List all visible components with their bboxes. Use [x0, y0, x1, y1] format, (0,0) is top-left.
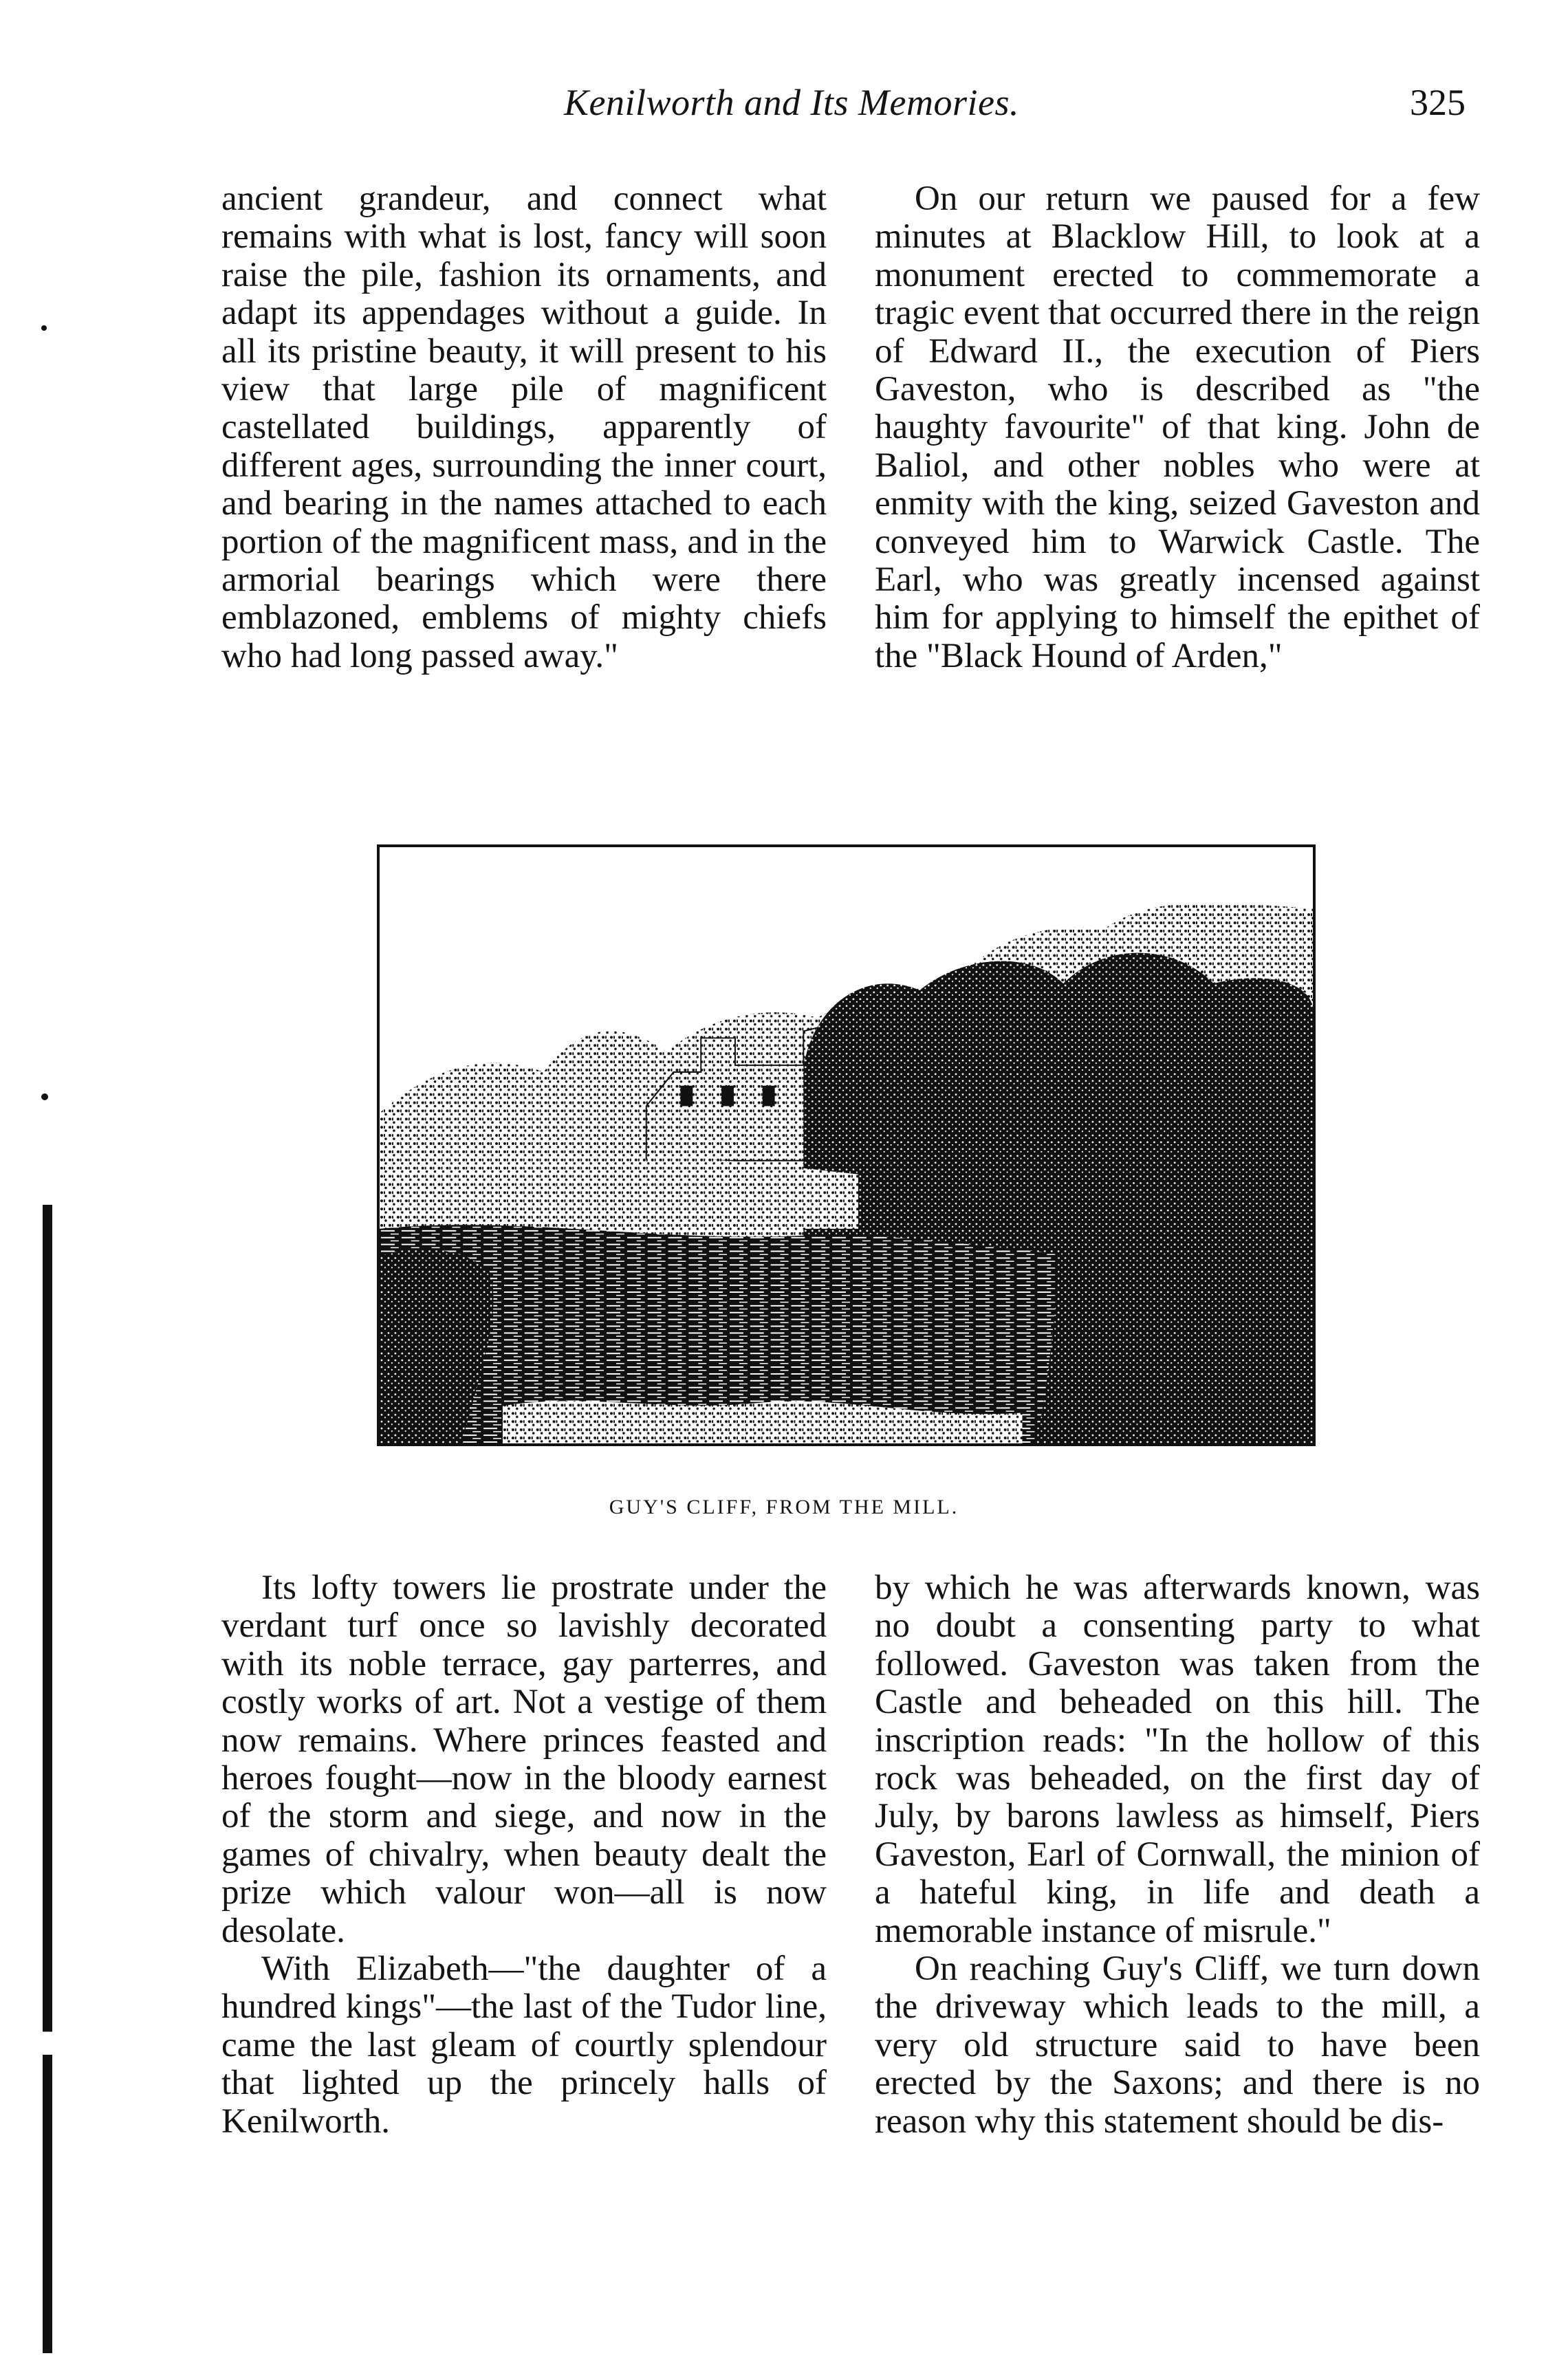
- paragraph: With Elizabeth—"the daughter of a hundred kings"—the last of the Tudor line, came the last gleam of courtly splendour that lighted up the princely halls of Kenilworth.: [221, 1950, 827, 2141]
- margin-dot: [41, 325, 47, 331]
- margin-dot: [41, 1093, 48, 1100]
- text-column-top-right: [875, 180, 1480, 675]
- engraving-illustration: [377, 844, 1316, 1446]
- window: [721, 1086, 734, 1106]
- paragraph: Its lofty towers lie prostrate under the verdant turf once so lavishly decorated with its noble terrace, gay parterres, and costly works of art. Not a vestige of them now remains. Where princes feasted and heroes fought—now in the bloody earnest of the storm and siege, and now in the games of chivalry, when beauty dealt the prize which valour won—all is now desolate.: [221, 1569, 827, 1950]
- paragraph: ancient grandeur, and connect what remains with what is lost, fancy will soon raise the pile, fashion its ornaments, and adapt its appendages without a guide. In all its pristine beauty, it will present to his view that large pile of magnificent castellated buildings, apparently of different ages, surrounding the inner court, and bearing in the names attached to each portion of the magnificent mass, and in the armorial bearings which were there emblazoned, emblems of mighty chiefs who had long passed away.": [221, 179, 827, 675]
- window: [763, 1086, 775, 1106]
- margin-dot: [44, 2022, 51, 2029]
- text-column-top-left: [221, 180, 827, 675]
- figure-caption: GUY'S CLIFF, FROM THE MILL.: [609, 1496, 959, 1518]
- paragraph: On reaching Guy's Cliff, we turn down the driveway which leads to the mill, a very old structure said to have been erected by the Saxons; and there is no reason why this statement should be dis-: [875, 1950, 1480, 2141]
- paragraph: On our return we paused for a few minutes at Blacklow Hill, to look at a monument erected to commemorate a tragic event that occurred there in the reign of Edward II., the execution of Piers Gaveston, who is described as "the haughty favourite" of that king. John de Baliol, and other nobles who were at enmity with the king, seized Gaveston and conveyed him to Warwick Castle. The Earl, who was greatly incensed against him for applying to himself the epithet of the "Black Hound of Arden,": [875, 179, 1480, 675]
- text-column-bottom-left: [221, 1569, 827, 2141]
- page-number: 325: [1410, 82, 1466, 123]
- running-head: [0, 81, 1568, 136]
- paragraph: by which he was afterwards known, was no doubt a consenting party to what followed. Gaveston was taken from the Castle and beheaded on this hill. The inscription reads: "In the hollow of this rock was beheaded, on the first day of July, by barons lawless as himself, Piers Gaveston, Earl of Cornwall, the minion of a hateful king, in life and death a memorable instance of misrule.": [875, 1569, 1480, 1950]
- margin-dot: [45, 1829, 52, 1836]
- far-riverbank: [380, 1156, 858, 1229]
- running-title: Kenilworth and Its Memories.: [564, 82, 1019, 123]
- window: [680, 1086, 693, 1106]
- text-column-bottom-right: [875, 1569, 1480, 2141]
- binding-edge-mark: [43, 1205, 52, 2353]
- river-landscape-illustration: [380, 847, 1313, 1443]
